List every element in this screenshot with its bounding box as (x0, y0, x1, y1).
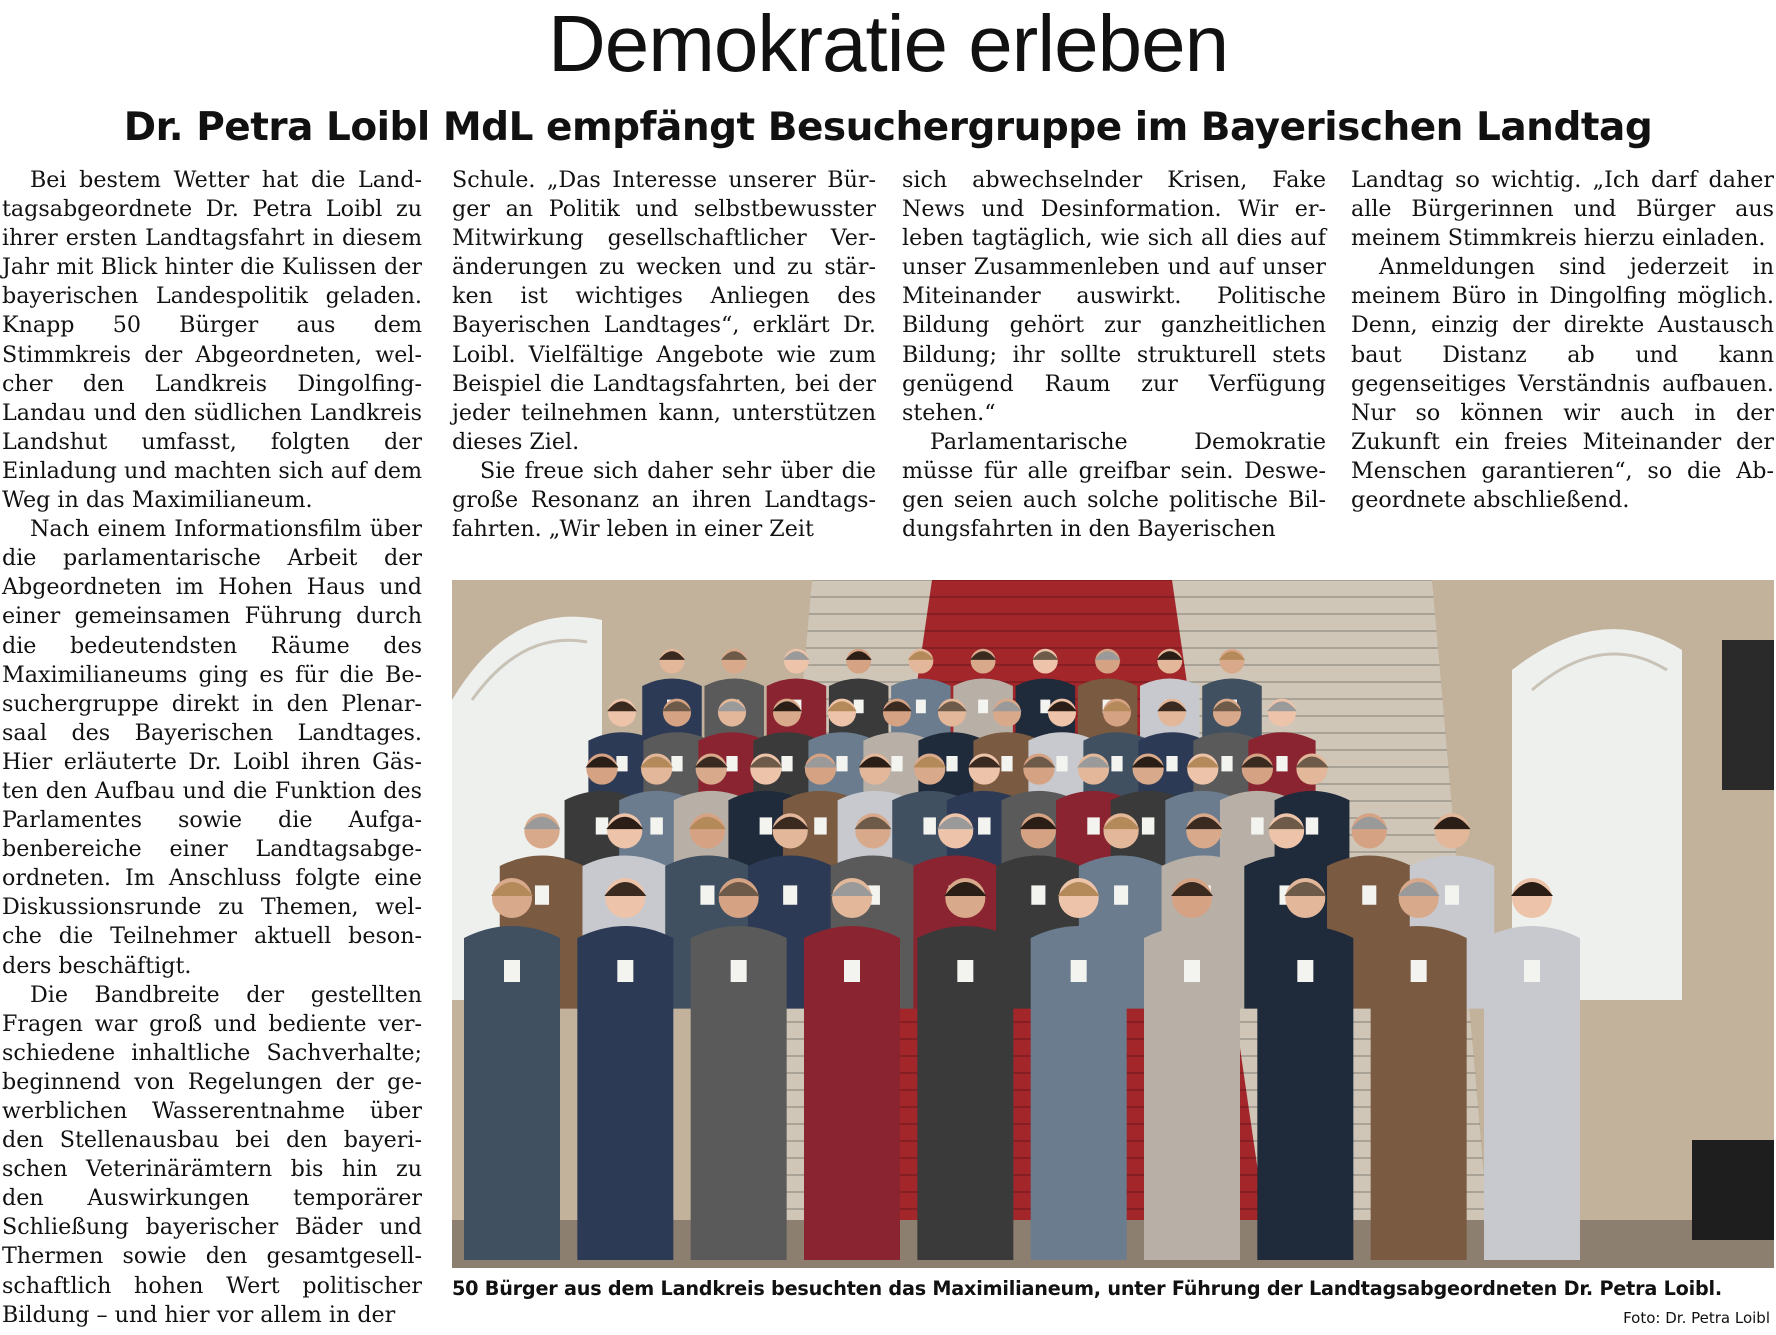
paragraph: Nach einem Informationsfilm über die parlamentarische Arbeit der Abgeordneten im Hohen Haus und einer gemeinsamen Führung durch die bedeutendsten Räume des Maximilianeums ging es für die Besuchergruppe direkt in den Plenarsaal des Bayerischen Landtages. Hier erläuterte Dr. Loibl ihren Gästen den Aufbau und die Funktion des Parlamentes sowie die Aufgabenbereiche einer Landtagsabgeordneten. Im Anschluss folgte eine Diskussionsrunde zu Themen, welche die Teilnehmer aktuell besonders beschäftigt. (2, 516, 422, 979)
photo-caption: 50 Bürger aus dem Landkreis besuchten das Maximilianeum, unter Führung der Landtagsabgeordneten Dr. Petra Loibl. (452, 1277, 1722, 1300)
photo-credit: Foto: Dr. Petra Loibl (1623, 1309, 1770, 1327)
person-silhouette (577, 878, 673, 1260)
paragraph: sich abwechselnder Krisen, Fake News und Desinformation. Wir erleben tagtäglich, wie sich all dies auf unser Zusammenleben und auf unser Miteinander auswirkt. Politische Bildung gehört zur ganzheitlichen Bildung; ihr sollte strukturell stets genügend Raum zur Verfügung stehen.“ (902, 167, 1326, 426)
text-column-4 (1351, 166, 1774, 515)
person-silhouette (1257, 878, 1353, 1260)
subheadline: Dr. Petra Loibl MdL empfängt Besuchergruppe im Bayerischen Landtag (123, 105, 1653, 150)
person-silhouette (1484, 878, 1580, 1260)
group-photo (452, 580, 1774, 1268)
person-silhouette (1031, 878, 1127, 1260)
person-silhouette (691, 878, 787, 1260)
speaker-box (1692, 1140, 1774, 1240)
person-silhouette (804, 878, 900, 1260)
person-silhouette (464, 878, 560, 1260)
person-silhouette (1371, 878, 1467, 1260)
paragraph: Sie freue sich daher sehr über die große Resonanz an ihren Landtagsfahrten. „Wir leben in einer Zeit (452, 457, 876, 543)
text-column-1 (2, 166, 422, 1330)
paragraph: Bei bestem Wetter hat die Landtagsabgeordnete Dr. Petra Loibl zu ihrer ersten Landtagsfahrt in diesem Jahr mit Blick hinter die Kulissen der bayerischen Landespolitik geladen. Knapp 50 Bürger aus dem Stimmkreis der Abgeordneten, welcher den Landkreis Dingolfing-Landau und den südlichen Landkreis Landshut umfasst, folgten der Einladung und machten sich auf dem Weg in das Maximilianeum. (2, 167, 422, 514)
group-photo-illustration (452, 580, 1774, 1268)
paragraph: Anmeldungen sind jederzeit in meinem Büro in Dingolfing möglich. Denn, einzig der direkte Austausch baut Distanz ab und kann gegenseitiges Verständnis aufbauen. Nur so können wir auch in der Zukunft ein freies Miteinander der Menschen garantieren“, so die Abgeordnete abschließend. (1351, 254, 1774, 514)
person-silhouette (1144, 878, 1240, 1260)
text-column-3 (902, 166, 1326, 544)
speaker-box (1722, 640, 1774, 790)
paragraph: Parlamentarische Demokratie müsse für alle greifbar sein. Deswegen seien auch solche politische Bildungsfahrten in den Bayerischen (902, 428, 1326, 543)
person-silhouette (917, 878, 1013, 1260)
paragraph: Schule. „Das Interesse unserer Bürger an Politik und selbstbewusster Mitwirkung gesellschaftlicher Veränderungen zu wecken und zu stärken ist wichtiges Anliegen des Bayerischen Landtages“, erklärt Dr. Loibl. Vielfältige Angebote wie zum Beispiel die Landtagsfahrten, bei der jeder teilnehmen kann, unterstützen dieses Ziel. (452, 167, 876, 455)
headline: Demokratie erleben (547, 0, 1229, 88)
text-column-2 (452, 166, 876, 544)
paragraph: Die Bandbreite der gestellten Fragen war groß und bediente verschiedene inhaltliche Sachverhalte; beginnend von Regelungen der gewerblichen Wasserentnahme über den Stellenausbau bei den bayerischen Veterinärämtern bis hin zu den Auswirkungen temporärer Schließung bayerischer Bäder und Thermen sowie den gesamtgesellschaftlich hohen Wert politischer Bildung – und hier vor allem in der (2, 981, 422, 1328)
paragraph: Landtag so wichtig. „Ich darf daher alle Bürgerinnen und Bürger aus meinem Stimmkreis hierzu einladen. (1351, 167, 1774, 252)
